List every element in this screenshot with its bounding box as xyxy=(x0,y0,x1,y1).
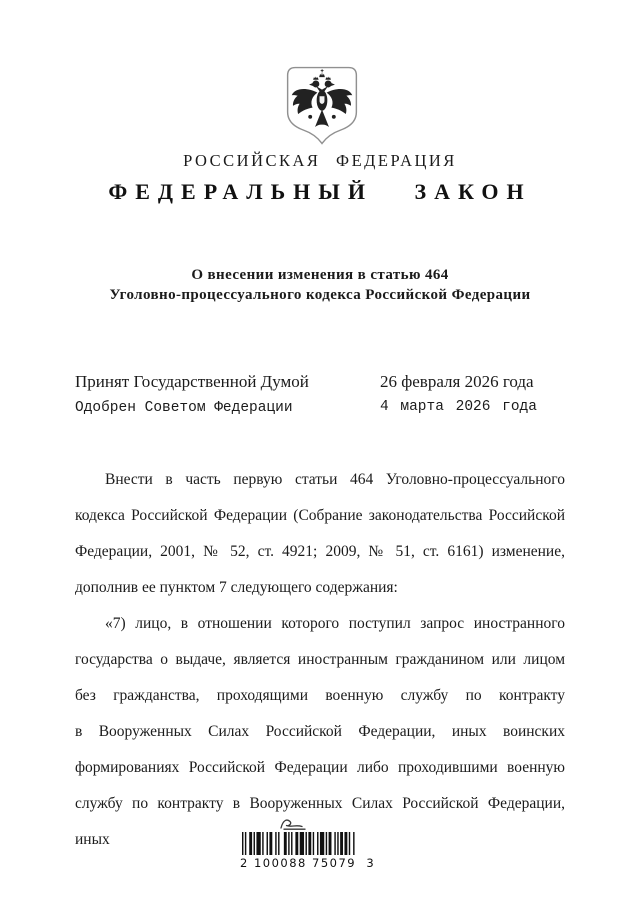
law-title xyxy=(0,266,640,305)
body-line: формированиях Российской Федерации либо проходившими военную xyxy=(75,759,565,776)
barcode-digits: 2 100088 75079 3 xyxy=(240,856,376,870)
body-line: государства о выдаче, является иностранным гражданином или лицом xyxy=(75,651,565,668)
body-line: «7) лицо, в отношении которого поступил запрос иностранного xyxy=(105,615,565,632)
russia-coat-of-arms-icon xyxy=(286,66,358,145)
law-body-text xyxy=(75,462,565,848)
body-line: Внести в часть первую статьи 464 Уголовно-процессуального xyxy=(105,471,565,488)
law-type-heading: ФЕДЕРАЛЬНЫЙ ЗАКОН xyxy=(108,179,532,204)
approved-by-council-date: 4 марта 2026 года xyxy=(380,399,537,415)
body-line: кодекса Российской Федерации (Собрание законодательства Российской xyxy=(75,507,565,524)
adopted-by-duma-date: 26 февраля 2026 года xyxy=(380,372,534,391)
barcode xyxy=(242,832,356,855)
body-line: дополнив ее пунктом 7 следующего содержания: xyxy=(75,579,398,596)
approved-by-council-label: Одобрен Советом Федерации xyxy=(75,400,293,416)
handwritten-mark-icon xyxy=(277,816,309,833)
law-title-line-2: Уголовно-процессуального кодекса Российской Федерации xyxy=(109,286,531,303)
body-line: Федерации, 2001, № 52, ст. 4921; 2009, № 51, ст. 6161) изменение, xyxy=(75,543,565,560)
body-line: без гражданства, проходящими военную службу по контракту xyxy=(75,687,565,704)
body-line: службу по контракту в Вооруженных Силах Российской Федерации, иных xyxy=(75,795,565,848)
body-line: в Вооруженных Силах Российской Федерации, иных воинских xyxy=(75,723,565,740)
law-title-line-1: О внесении изменения в статью 464 xyxy=(191,267,449,283)
country-heading: РОССИЙСКАЯ ФЕДЕРАЦИЯ xyxy=(183,151,457,170)
adopted-by-duma-label: Принят Государственной Думой xyxy=(75,372,309,391)
